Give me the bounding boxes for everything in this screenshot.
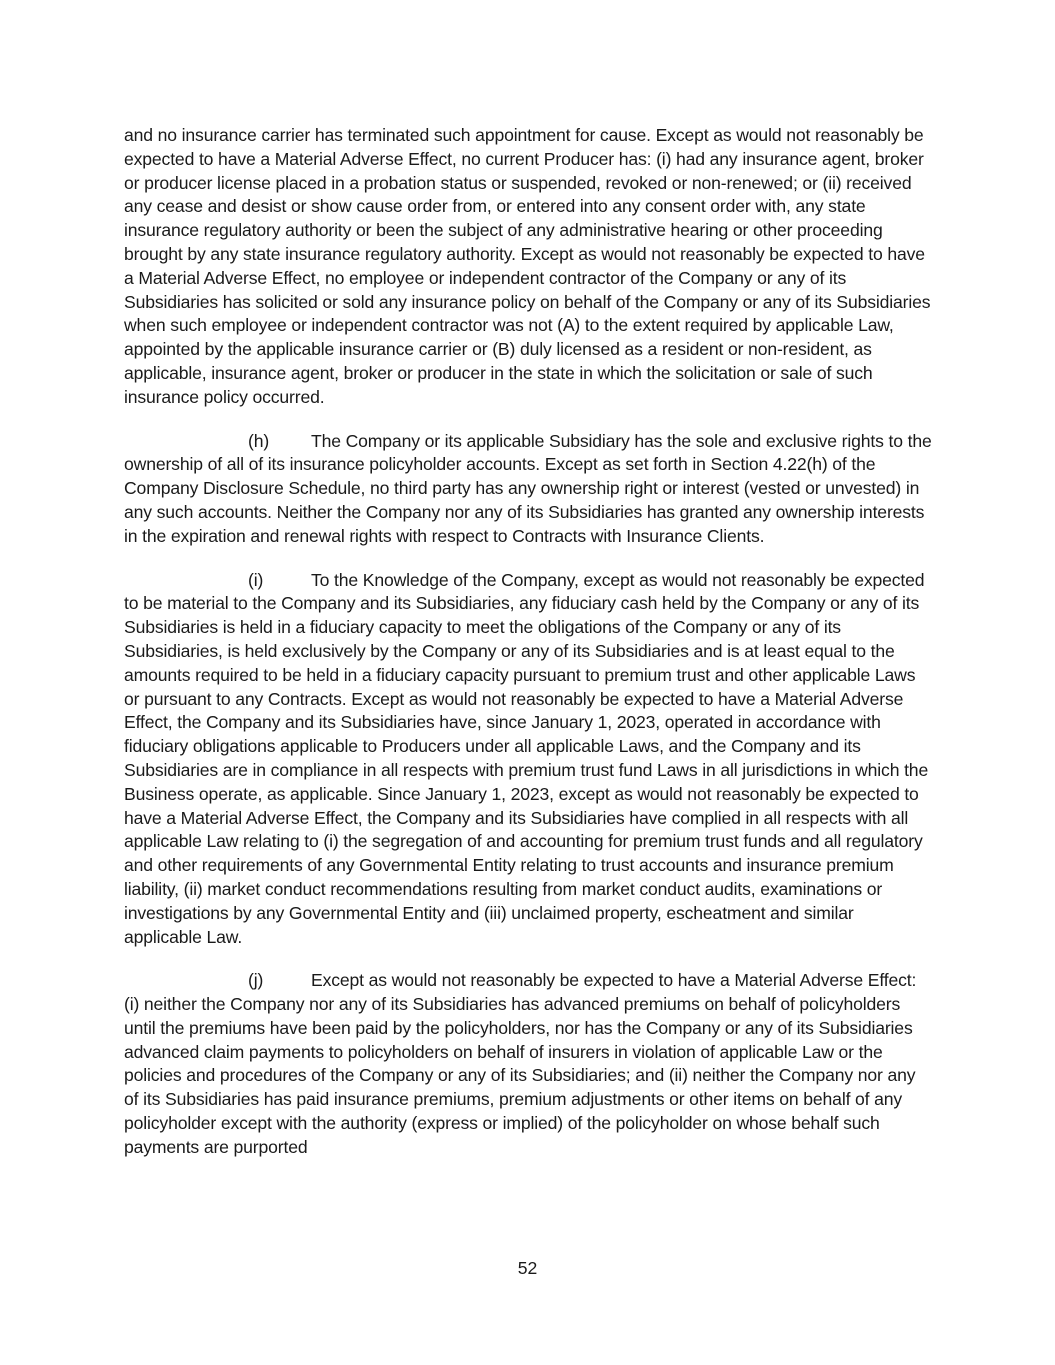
paragraph-i-text: To the Knowledge of the Company, except as would not reasonably be expected to be material to the Company and its Subsidiaries, any fiduciary cash held by the Company or any of its Subsidiaries is held in a fiduciary capacity to meet the obligations of the Company or any of its Subsidiaries, is held exclusively by the Company or any of its Subsidiaries and is at least equal to the amounts required to be held in a fiduciary capacity pursuant to premium trust and other applicable Laws or pursuant to any Contracts. Except as would not reasonably be expected to have a Material Adverse Effect, the Company and its Subsidiaries have, since January 1, 2023, operated in accordance with fiduciary obligations applicable to Producers under all applicable Laws, and the Company and its Subsidiaries are in compliance in all respects with premium trust fund Laws in all jurisdictions in which the Business operate, as applicable. Since January 1, 2023, except as would not reasonably be expected to have a Material Adverse Effect, the Company and its Subsidiaries have complied in all respects with all applicable Law relating to (i) the segregation of and accounting for premium trust funds and all regulatory and other requirements of any Governmental Entity relating to trust accounts and insurance premium liability, (ii) market conduct recommendations resulting from market conduct audits, examinations or investigations by any Governmental Entity and (iii) unclaimed property, escheatment and similar applicable Law.	[124, 569, 929, 947]
page-body	[124, 124, 932, 1160]
paragraph-j-text: Except as would not reasonably be expected to have a Material Adverse Effect: (i) neither the Company nor any of its Subsidiaries has advanced premiums on behalf of policyholders until the premiums have been paid by the policyholders, nor has the Company or any of its Subsidiaries advanced claim payments to policyholders on behalf of insurers in violation of applicable Law or the policies and procedures of the Company or any of its Subsidiaries; and (ii) neither the Company nor any of its Subsidiaries has paid insurance premiums, premium adjustments or other items on behalf of any policyholder except with the authority (express or implied) of the policyholder on whose behalf such payments are purported	[124, 970, 917, 1157]
page-number: 52	[517, 1258, 538, 1278]
paragraph-j	[124, 969, 932, 1159]
paragraph-h-text: The Company or its applicable Subsidiary has the sole and exclusive rights to the ownership of all of its insurance policyholder accounts. Except as set forth in Section 4.22(h) of the Company Disclosure Schedule, no third party has any ownership right or interest (vested or unvested) in any such accounts. Neither the Company nor any of its Subsidiaries has granted any ownership interests in the expiration and renewal rights with respect to Contracts with Insurance Clients.	[124, 430, 932, 546]
section-marker-j: (j)	[248, 970, 264, 991]
paragraph-continuation: and no insurance carrier has terminated such appointment for cause. Except as would not reasonably be expected to have a Material Adverse Effect, no current Producer has: (i) had any insurance agent, broker or producer license placed in a probation status or suspended, revoked or non-renewed; or (ii) received any cease and desist or show cause order from, or entered into any consent order with, any state insurance regulatory authority or been the subject of any administrative hearing or other proceeding brought by any state insurance regulatory authority. Except as would not reasonably be expected to have a Material Adverse Effect, no employee or independent contractor of the Company or any of its Subsidiaries has solicited or sold any insurance policy on behalf of the Company or any of its Subsidiaries when such employee or independent contractor was not (A) to the extent required by applicable Law, appointed by the applicable insurance carrier or (B) duly licensed as a resident or non-resident, as applicable, insurance agent, broker or producer in the state in which the solicitation or sale of such insurance policy occurred.	[124, 125, 931, 407]
section-marker-i: (i)	[248, 569, 264, 590]
section-marker-h: (h)	[248, 430, 270, 451]
paragraph-i	[124, 569, 932, 950]
paragraph-h	[124, 430, 932, 549]
